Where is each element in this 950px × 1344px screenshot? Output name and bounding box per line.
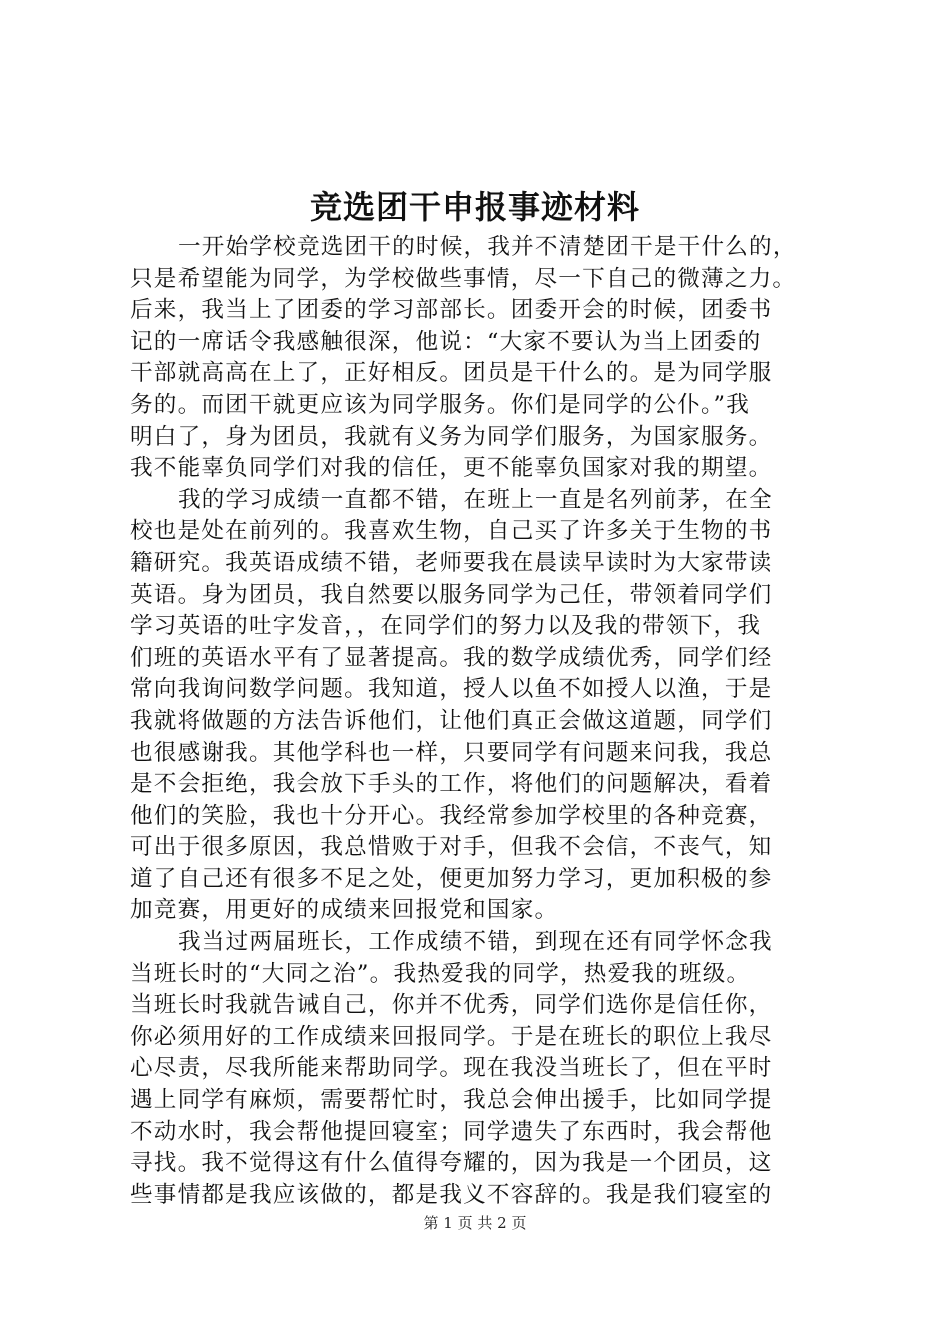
text-line: 心尽责，尽我所能来帮助同学。现在我没当班长了，但在平时 [130, 1055, 773, 1082]
text-line: 我的学习成绩一直都不错，在班上一直是名列前茅，在全 [178, 486, 773, 513]
paragraph-3 [130, 927, 850, 1211]
text-line: 籍研究。我英语成绩不错，老师要我在晨读早读时为大家带读 [130, 549, 773, 576]
text-line: 我就将做题的方法告诉他们，让他们真正会做这道题，同学们 [130, 707, 773, 734]
text-line: 们班的英语水平有了显著提高。我的数学成绩优秀，同学们经 [130, 644, 773, 671]
paragraph-1 [130, 232, 850, 485]
document-title: 竞选团干申报事迹材料 [309, 188, 640, 226]
text-line: 只是希望能为同学，为学校做些事情，尽一下自己的微薄之力。 [130, 265, 797, 292]
text-line: 记的一席话令我感触很深，他说：“大家不要认为当上团委的 [130, 328, 762, 355]
text-line: 常向我询问数学问题。我知道，授人以鱼不如授人以渔，于是 [130, 676, 773, 703]
text-line: 英语。身为团员，我自然要以服务同学为己任，带领着同学们 [130, 581, 773, 608]
document-body [130, 232, 850, 1211]
text-line: 我当过两届班长，工作成绩不错，到现在还有同学怀念我 [178, 929, 773, 956]
text-line: 后来，我当上了团委的学习部部长。团委开会的时候，团委书 [130, 297, 773, 324]
text-line: 可出于很多原因，我总惜败于对手，但我不会信，不丧气，知 [130, 834, 773, 861]
text-line: 寻找。我不觉得这有什么值得夸耀的，因为我是一个团员，这 [130, 1150, 773, 1177]
text-line: 些事情都是我应该做的，都是我义不容辞的。我是我们寝室的 [130, 1181, 773, 1208]
text-line: 也很感谢我。其他学科也一样，只要同学有问题来问我，我总 [130, 739, 773, 766]
text-line: 不动水时，我会帮他提回寝室；同学遗失了东西时，我会帮他 [130, 1118, 773, 1145]
text-line: 他们的笑脸，我也十分开心。我经常参加学校里的各种竞赛， [130, 802, 773, 829]
text-line: 我不能辜负同学们对我的信任，更不能辜负国家对我的期望。 [130, 455, 773, 482]
text-line: 加竞赛，用更好的成绩来回报党和国家。 [130, 897, 559, 924]
text-line: 遇上同学有麻烦，需要帮忙时，我总会伸出援手，比如同学提 [130, 1087, 773, 1114]
text-line: 务的。而团干就更应该为同学服务。你们是同学的公仆。”我 [130, 391, 751, 418]
text-line: 当班长时我就告诫自己，你并不优秀，同学们选你是信任你， [130, 992, 773, 1019]
paragraph-2 [130, 485, 850, 927]
text-line: 干部就高高在上了，正好相反。团员是干什么的。是为同学服 [130, 360, 773, 387]
text-line: 是不会拒绝，我会放下手头的工作，将他们的问题解决，看着 [130, 771, 773, 798]
text-line: 道了自己还有很多不足之处，便更加努力学习，更加积极的参 [130, 865, 773, 892]
text-line: 校也是处在前列的。我喜欢生物，自己买了许多关于生物的书 [130, 518, 773, 545]
text-line: 当班长时的“大同之治”。我热爱我的同学，热爱我的班级。 [130, 960, 751, 987]
text-line: 一开始学校竞选团干的时候，我并不清楚团干是干什么的， [178, 234, 797, 260]
text-line: 你必须用好的工作成绩来回报同学。于是在班长的职位上我尽 [130, 1023, 773, 1050]
text-line: 学习英语的吐字发音，，在同学们的努力以及我的带领下，我 [130, 613, 762, 640]
page-number: 第 1 页 共 2 页 [423, 1214, 527, 1232]
text-line: 明白了，身为团员，我就有义务为同学们服务，为国家服务。 [130, 423, 773, 450]
